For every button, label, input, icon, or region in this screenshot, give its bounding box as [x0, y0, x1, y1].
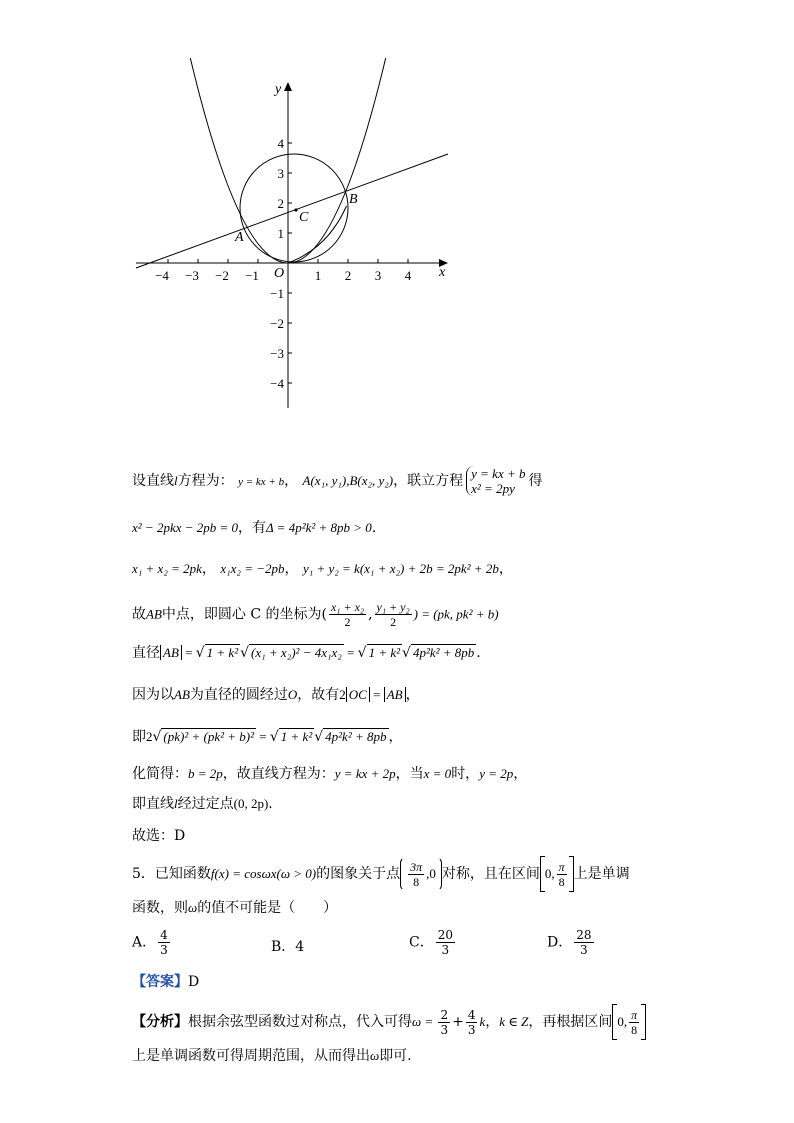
numerator: 20 — [437, 928, 453, 942]
option-label: D． — [547, 934, 573, 951]
text: ， — [388, 729, 403, 745]
text: 直径 — [132, 645, 160, 661]
numerator: 4 — [160, 928, 168, 942]
analysis-line-1 — [132, 1004, 646, 1040]
y-axis-arrow — [284, 82, 292, 91]
line-l — [136, 154, 448, 268]
text: 函数，则 — [132, 900, 188, 916]
point-c-label: C — [299, 210, 309, 225]
math: x₁ + x₂ = 2pk — [132, 561, 202, 576]
fraction — [158, 928, 170, 957]
numerator: 28 — [576, 928, 592, 942]
text: ，故直线方程为： — [222, 766, 335, 782]
math: = — [256, 729, 270, 744]
math: f(x) = cosωx(ω > 0) — [210, 866, 317, 881]
math: 2 — [146, 729, 153, 744]
text: 设直线 — [132, 473, 174, 489]
answer-value: D — [188, 974, 200, 990]
numerator: π — [558, 859, 565, 874]
math: AB — [146, 606, 162, 622]
math: ω — [188, 900, 198, 915]
math: 1 + k² — [206, 645, 239, 660]
math: 0, — [544, 866, 555, 881]
equation-system — [466, 466, 525, 496]
denominator: 2 — [390, 615, 397, 629]
math: ) = (pk, pk² + b) — [413, 606, 499, 622]
math: ,0 — [426, 866, 436, 881]
text: 时， — [451, 766, 480, 782]
math: ω = — [412, 1014, 437, 1029]
text: 即 — [132, 729, 146, 745]
math: k ∈ Z — [499, 1014, 529, 1029]
text: ，故有 — [297, 687, 340, 703]
denominator: 2 — [344, 615, 351, 629]
math: AB — [384, 687, 406, 702]
denominator: 3 — [441, 943, 450, 957]
option-label: A． — [132, 934, 157, 951]
text: 根据余弦型函数过对称点，代入可得 — [188, 1014, 412, 1030]
solution-line-4 — [132, 600, 499, 629]
fraction — [574, 928, 593, 957]
text: ，有 — [238, 520, 267, 536]
fraction — [329, 600, 366, 629]
text: 得 — [528, 473, 543, 489]
y-tick-label: 3 — [277, 166, 284, 181]
math: Δ = 4p²k² + 8pb > 0 — [266, 520, 372, 535]
origin-label: O — [274, 266, 285, 281]
text: 上是单调函数可得周期范围，从而得出 — [132, 1048, 370, 1064]
math: x₁x₂ = −2pb — [220, 561, 285, 576]
math: x = 0 — [423, 766, 452, 781]
math: (x₁ + x₂)² − 4x₁x₂ — [251, 645, 342, 660]
point-a-label: A — [235, 230, 244, 245]
denominator: 8 — [558, 874, 565, 889]
paren-left — [400, 857, 406, 891]
solution-line-2 — [132, 518, 376, 538]
chord-ob — [288, 206, 347, 263]
solution-line-6 — [132, 685, 420, 705]
solution-line-1 — [132, 466, 543, 496]
denominator: 3 — [160, 943, 168, 957]
text: 的图象关于点 — [316, 866, 401, 882]
math: y = kx + b — [238, 476, 285, 488]
math: O — [287, 687, 298, 702]
math: 1 + k² — [280, 729, 313, 744]
text: ，联立方程 — [393, 473, 464, 489]
solution-line-9 — [132, 794, 273, 814]
text: ，再根据区间 — [528, 1014, 613, 1030]
math: x² = 2py — [471, 481, 515, 496]
text: ， — [405, 687, 420, 703]
numerator: y₁ + y₂ — [376, 600, 410, 614]
denominator: 8 — [631, 1022, 638, 1037]
question-5-line-1 — [132, 856, 630, 892]
math: (0, 2p) — [233, 796, 269, 811]
y-axis-label: y — [275, 82, 282, 97]
point-b-label: B — [349, 192, 358, 207]
text: ，当 — [395, 766, 424, 782]
text: 方程为： — [177, 473, 234, 489]
math: (pk)² + (pk² + b)² — [163, 729, 255, 744]
math: 4p²k² + 8pb — [412, 645, 475, 660]
coordinate-graph — [128, 58, 458, 418]
x-tick-label: −1 — [245, 268, 259, 283]
denominator: 8 — [413, 874, 420, 889]
option-a[interactable] — [132, 928, 172, 957]
solution-line-8 — [132, 764, 527, 784]
fraction — [438, 1008, 450, 1037]
math: 1 + k² — [368, 645, 401, 660]
analysis-line-2 — [132, 1046, 412, 1066]
y-tick-label: −4 — [270, 376, 284, 391]
text: . — [268, 796, 273, 812]
denominator: 3 — [580, 943, 588, 957]
math: = — [181, 645, 196, 660]
math: 0, — [617, 1014, 628, 1029]
math: = — [369, 687, 384, 702]
math: OC — [346, 687, 370, 702]
x-tick-label: 4 — [404, 268, 412, 283]
math: AB — [160, 645, 182, 660]
text: 对称，且在区间 — [441, 866, 540, 882]
solution-conclusion — [132, 826, 185, 846]
math: = — [343, 645, 358, 660]
x-tick-label: −3 — [185, 268, 199, 283]
text: ， — [498, 561, 513, 577]
text: 经过定点 — [177, 796, 234, 812]
answer-line — [132, 972, 199, 992]
x-tick-label: −2 — [215, 268, 229, 283]
y-tick-label: −2 — [270, 316, 284, 331]
solution-line-3 — [132, 559, 513, 579]
center-point-c — [294, 208, 297, 211]
math: AB — [174, 687, 190, 702]
denominator: 3 — [440, 1022, 449, 1037]
numerator: π — [631, 1007, 638, 1022]
option-label: B． — [271, 939, 296, 955]
numerator: 3π — [410, 859, 423, 874]
fraction — [408, 860, 424, 889]
question-text: 5．已知函数 — [132, 866, 211, 882]
y-tick-label: 1 — [277, 226, 284, 241]
numerator: x₁ + x₂ — [330, 600, 365, 614]
math: x² − 2pkx − 2pb = 0 — [132, 520, 239, 535]
option-d[interactable] — [547, 928, 596, 957]
text: 即可. — [379, 1048, 412, 1064]
text: 故 — [132, 606, 146, 623]
math: 4p²k² + 8pb — [325, 729, 387, 744]
x-tick-label: 3 — [374, 268, 382, 283]
fraction — [375, 600, 412, 629]
y-tick-label: −1 — [270, 286, 284, 301]
text: 故选：D — [132, 828, 186, 844]
math: y = kx + 2p — [334, 766, 396, 781]
math: 2 — [339, 687, 346, 702]
fraction — [629, 1008, 639, 1037]
text: , — [368, 606, 373, 623]
text: 上是单调 — [573, 866, 630, 882]
solution-line-5: 直径 AB = √ 1 + k² √ (x₁ + x₂)² − 4x₁x₂ = √ 1 + k² √ 4p²k² + 8pb . — [132, 645, 481, 661]
option-b[interactable] — [271, 936, 304, 956]
question-5-line-2 — [132, 898, 337, 918]
math: l — [174, 796, 178, 811]
y-tick-label: 2 — [277, 196, 284, 211]
text: 化简得： — [132, 766, 188, 782]
option-value: 4 — [295, 939, 305, 955]
x-tick-label: 2 — [344, 268, 352, 283]
answer-tag: 【答案】 — [132, 974, 188, 990]
text: 中点，即圆心 C 的坐标为( — [161, 606, 327, 623]
text: . — [476, 645, 481, 661]
text: ， — [201, 561, 216, 577]
y-tick-label: 4 — [277, 136, 284, 151]
bracket-right — [641, 1004, 646, 1040]
numerator: 2 — [440, 1007, 449, 1022]
text: ， — [284, 561, 299, 577]
math: ω — [370, 1048, 380, 1063]
fraction — [557, 860, 567, 889]
x-axis-label: x — [439, 265, 446, 280]
fraction — [436, 928, 455, 957]
text: 即直线 — [132, 796, 174, 812]
math: y = kx + b — [471, 466, 526, 481]
math: y₁ + y₂ = k(x₁ + x₂) + 2b = 2pk² + 2b — [302, 561, 499, 576]
text: + — [452, 1014, 464, 1030]
y-tick-label: −3 — [270, 346, 284, 361]
text: 因为以 — [132, 687, 174, 703]
text: 的值不可能是（ ） — [197, 900, 338, 916]
circle-ab — [240, 154, 348, 262]
option-label: C． — [409, 934, 434, 951]
math: y = 2p — [479, 766, 514, 781]
math: A(x₁, y₁),B(x₂, y₂) — [302, 473, 394, 488]
denominator: 3 — [467, 1022, 476, 1037]
text: 为直径的圆经过 — [189, 687, 288, 703]
numerator: 4 — [467, 1007, 476, 1022]
option-c[interactable] — [409, 928, 457, 957]
x-tick-label: 1 — [314, 268, 322, 283]
math: b = 2p — [188, 766, 223, 781]
x-tick-label: −4 — [155, 268, 169, 283]
text: ， — [513, 766, 528, 782]
math: l — [174, 473, 178, 488]
fraction — [466, 1008, 478, 1037]
analysis-tag: 【分析】 — [132, 1014, 188, 1030]
text: ， — [284, 473, 299, 489]
solution-line-7: 即2√ (pk)² + (pk² + b)² = √ 1 + k² √ 4p²k² + 8pb ， — [132, 729, 403, 745]
math: k — [479, 1014, 486, 1029]
text: ， — [485, 1014, 500, 1030]
text: . — [371, 520, 377, 536]
